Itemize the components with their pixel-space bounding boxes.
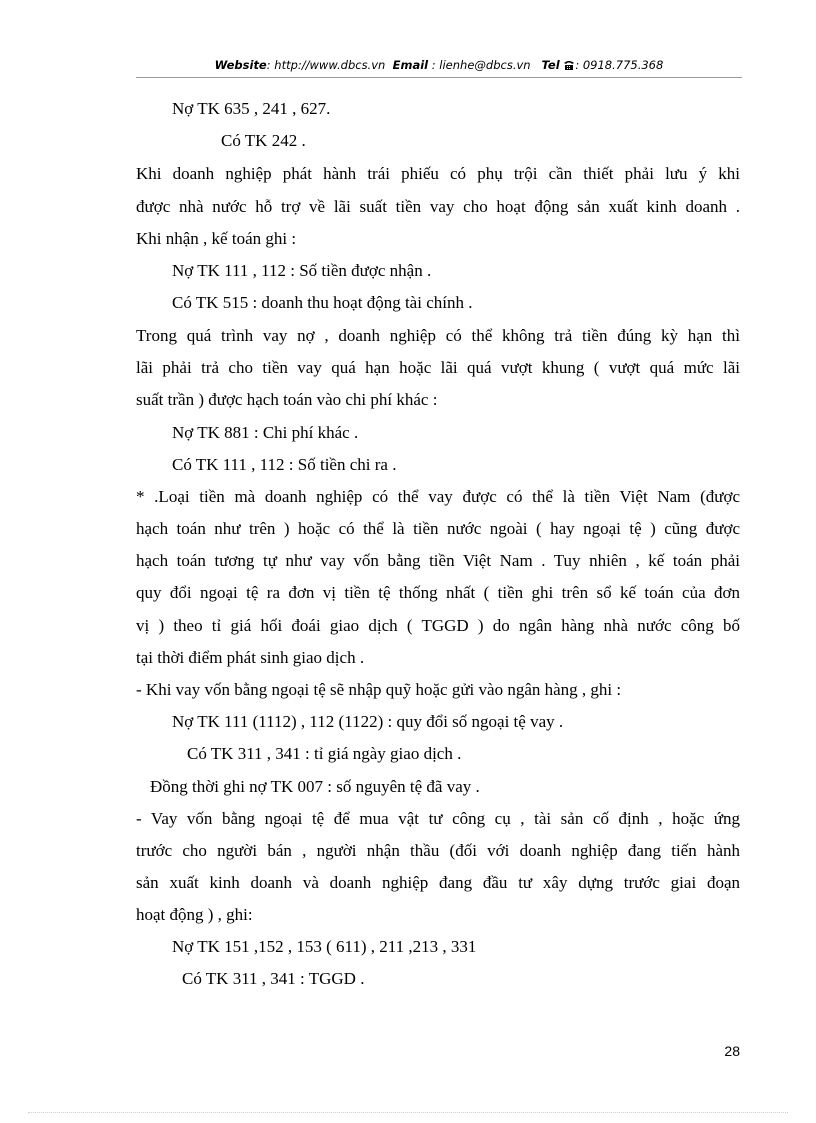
text-line: Nợ TK 111 , 112 : Số tiền được nhận . — [172, 261, 432, 280]
footer-divider — [28, 1112, 788, 1113]
text-line: Nợ TK 881 : Chi phí khác . — [172, 423, 359, 442]
email-label: Email — [392, 58, 429, 72]
text-line: hạch toán như trên ) hoặc có thể là tiền nước ngoài ( hay ngoại tệ ) cũng được — [136, 519, 740, 538]
text-line: Khi nhận , kế toán ghi : — [136, 229, 297, 248]
website-value: : http://www.dbcs.vn — [266, 58, 386, 72]
text-line: được nhà nước hỗ trợ về lãi suất tiền vay cho hoạt động sản xuất kinh doanh . — [136, 197, 740, 216]
text-line: quy đổi ngoại tệ ra đơn vị tiền tệ thống nhất ( tiền ghi trên sổ kế toán của đơn — [136, 583, 740, 602]
text-line: Nợ TK 151 ,152 , 153 ( 611) , 211 ,213 , 331 — [172, 937, 477, 956]
header-divider — [136, 77, 742, 78]
text-line: Có TK 515 : doanh thu hoạt động tài chính . — [172, 293, 473, 312]
page-header — [136, 58, 742, 78]
text-line: suất trần ) được hạch toán vào chi phí khác : — [136, 390, 438, 409]
tel-value: : 0918.775.368 — [575, 58, 664, 72]
text-line: Nợ TK 111 (1112) , 112 (1122) : quy đổi số ngoại tệ vay . — [172, 712, 564, 731]
text-line: trước cho người bán , người nhận thầu (đối với doanh nghiệp đang tiến hành — [136, 841, 740, 860]
text-line: Nợ TK 635 , 241 , 627. — [172, 99, 331, 118]
text-line: Có TK 111 , 112 : Số tiền chi ra . — [172, 455, 397, 474]
text-line: Khi doanh nghiệp phát hành trái phiếu có phụ trội cần thiết phải lưu ý khi — [136, 164, 740, 183]
text-line: hạch toán tương tự như vay vốn bằng tiền Việt Nam . Tuy nhiên , kế toán phải — [136, 551, 740, 570]
website-label: Website — [214, 58, 267, 72]
page-number: 28 — [724, 1043, 740, 1059]
phone-icon — [563, 59, 575, 69]
text-line: Có TK 311 , 341 : TGGD . — [182, 969, 365, 988]
text-line: Có TK 242 . — [221, 131, 306, 150]
text-line: - Vay vốn bằng ngoại tệ để mua vật tư công cụ , tài sản cố định , hoặc ứng — [136, 809, 740, 828]
text-line: Trong quá trình vay nợ , doanh nghiệp có thể không trả tiền đúng kỳ hạn thì — [136, 326, 740, 345]
email-value: : lienhe@dbcs.vn — [431, 58, 531, 72]
text-line: * .Loại tiền mà doanh nghiệp có thể vay được có thể là tiền Việt Nam (được — [136, 487, 740, 506]
text-line: lãi phải trả cho tiền vay quá hạn hoặc lãi quá vượt khung ( vượt quá mức lãi — [136, 358, 740, 377]
text-line: vị ) theo tỉ giá hối đoái giao dịch ( TGGD ) do ngân hàng nhà nước công bố — [136, 616, 740, 635]
text-line: hoạt động ) , ghi: — [136, 905, 253, 924]
text-line: Đồng thời ghi nợ TK 007 : số nguyên tệ đã vay . — [150, 777, 480, 796]
text-line: tại thời điểm phát sinh giao dịch . — [136, 648, 365, 667]
text-line: Có TK 311 , 341 : tỉ giá ngày giao dịch . — [187, 744, 462, 763]
tel-label: Tel — [541, 58, 560, 72]
text-line: - Khi vay vốn bằng ngoại tệ sẽ nhập quỹ hoặc gửi vào ngân hàng , ghi : — [136, 680, 622, 699]
text-line: sản xuất kinh doanh và doanh nghiệp đang đầu tư xây dựng trước giai đoạn — [136, 873, 740, 892]
